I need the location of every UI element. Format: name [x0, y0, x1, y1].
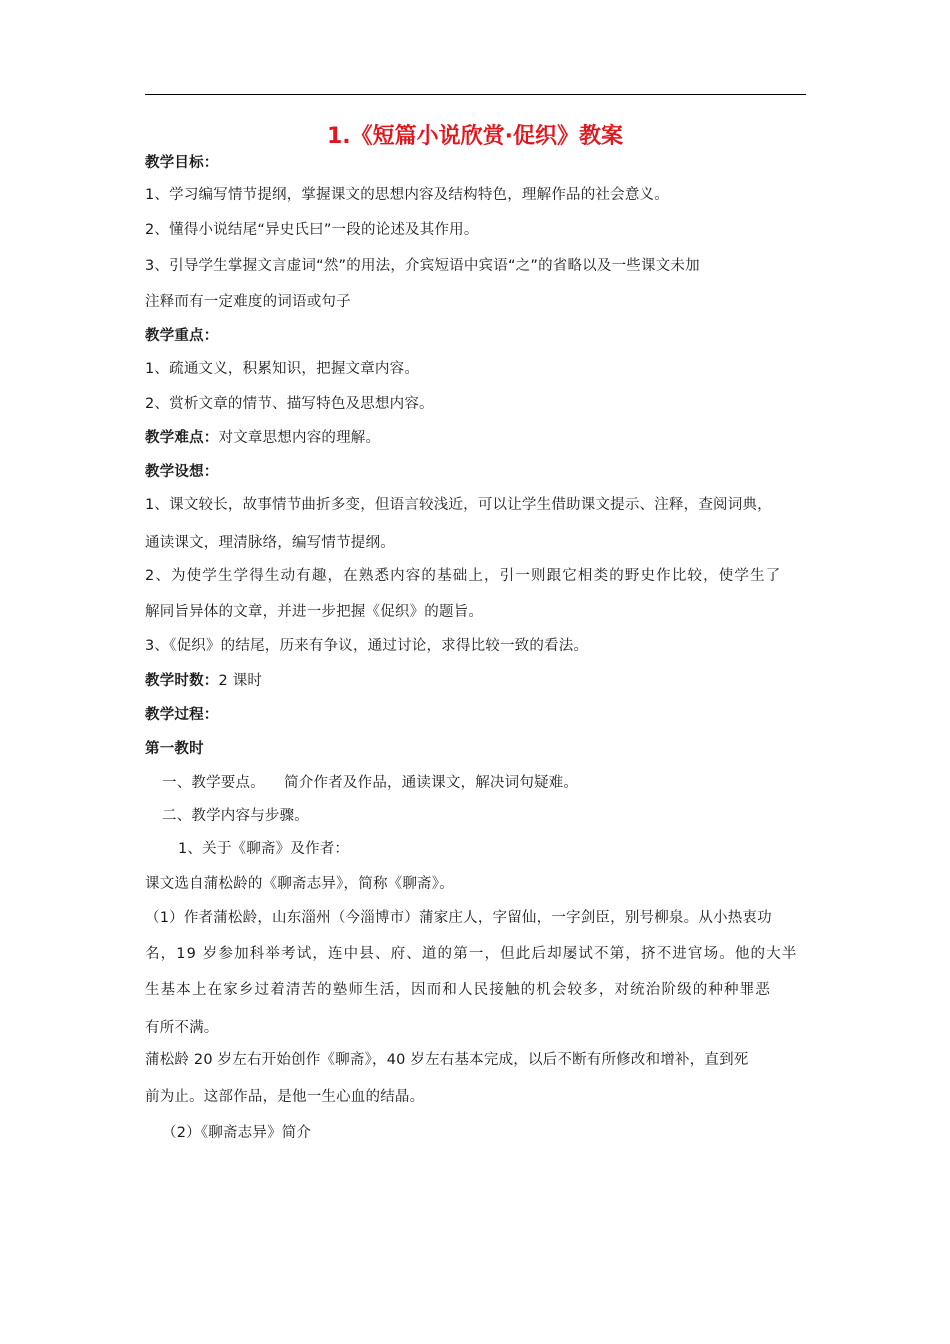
design-item-1-line-2: 通读课文，理清脉络，编写情节提纲。: [145, 535, 395, 551]
goals-heading: 教学目标：: [145, 155, 219, 171]
design-item-3: 3、《促织》的结尾，历来有争议，通过讨论，求得比较一致的看法。: [145, 638, 589, 654]
author-bio-line-1: （1）作者蒲松龄，山东淄州（今淄博市）蒲家庄人，字留仙，一字剑臣，别号柳泉。从小热衷功: [145, 910, 772, 926]
author-bio-line-2: 名，19 岁参加科举考试，连中县、府、道的第一，但此后却屡试不第，挤不进官场。他的大半: [145, 946, 798, 962]
header-rule: [145, 94, 806, 95]
design-item-2-line-2: 解同旨异体的文章，并进一步把握《促织》的题旨。: [145, 604, 484, 620]
author-bio-line-3: 生基本上在家乡过着清苦的塾师生活，因而和人民接触的机会较多，对统治阶级的种种罪恶: [145, 982, 771, 998]
goals-item-1: 1、学习编写情节提纲，掌握课文的思想内容及结构特色，理解作品的社会意义。: [145, 187, 669, 203]
difficulty-line: [145, 428, 380, 448]
key-points-heading: 教学重点：: [145, 328, 219, 344]
process-step-1: 一、教学要点。 简介作者及作品，通读课文，解决词句疑难。: [162, 775, 579, 791]
goals-item-2: 2、懂得小说结尾“异史氏曰”一段的论述及其作用。: [145, 222, 479, 238]
goals-item-3-line-1: 3、引导学生掌握文言虚词“然”的用法，介宾短语中宾语“之”的省略以及一些课文未加: [145, 258, 700, 274]
lesson-1-heading: 第一教时: [145, 741, 204, 757]
work-line-1: 蒲松龄 20 岁左右开始创作《聊斋》，40 岁左右基本完成，以后不断有所修改和增补，直到死: [145, 1052, 749, 1068]
hours-line: [145, 671, 262, 691]
work-line-2: 前为止。这部作品，是他一生心血的结晶。: [145, 1089, 425, 1105]
hours-heading: 教学时数：: [145, 673, 219, 689]
key-points-item-1: 1、疏通文义，积累知识，把握文章内容。: [145, 361, 420, 377]
process-heading: 教学过程：: [145, 707, 219, 723]
goals-item-3-line-2: 注释而有一定难度的词语或句子: [145, 294, 351, 310]
process-sub-1: 1、关于《聊斋》及作者：: [178, 841, 350, 857]
key-points-item-2: 2、赏析文章的情节、描写特色及思想内容。: [145, 396, 434, 412]
design-heading: 教学设想：: [145, 464, 219, 480]
design-item-1-line-1: 1、课文较长，故事情节曲折多变，但语言较浅近，可以让学生借助课文提示、注释，查阅词典，: [145, 497, 772, 513]
difficulty-heading: 教学难点：: [145, 430, 219, 446]
process-step-2: 二、教学内容与步骤。: [162, 808, 309, 824]
difficulty-text: 对文章思想内容的理解。: [218, 430, 381, 446]
hours-text: 2 课时: [218, 673, 263, 689]
document-title: 1.《短篇小说欣赏·促织》教案: [326, 124, 624, 149]
process-sub-2: （2）《聊斋志异》简介: [162, 1125, 312, 1141]
process-source: 课文选自蒲松龄的《聊斋志异》，简称《聊斋》。: [145, 876, 454, 892]
author-bio-line-4: 有所不满。: [145, 1020, 219, 1036]
design-item-2-line-1: 2、为使学生学得生动有趣，在熟悉内容的基础上，引一则跟它相类的野史作比较，使学生了: [145, 568, 782, 584]
